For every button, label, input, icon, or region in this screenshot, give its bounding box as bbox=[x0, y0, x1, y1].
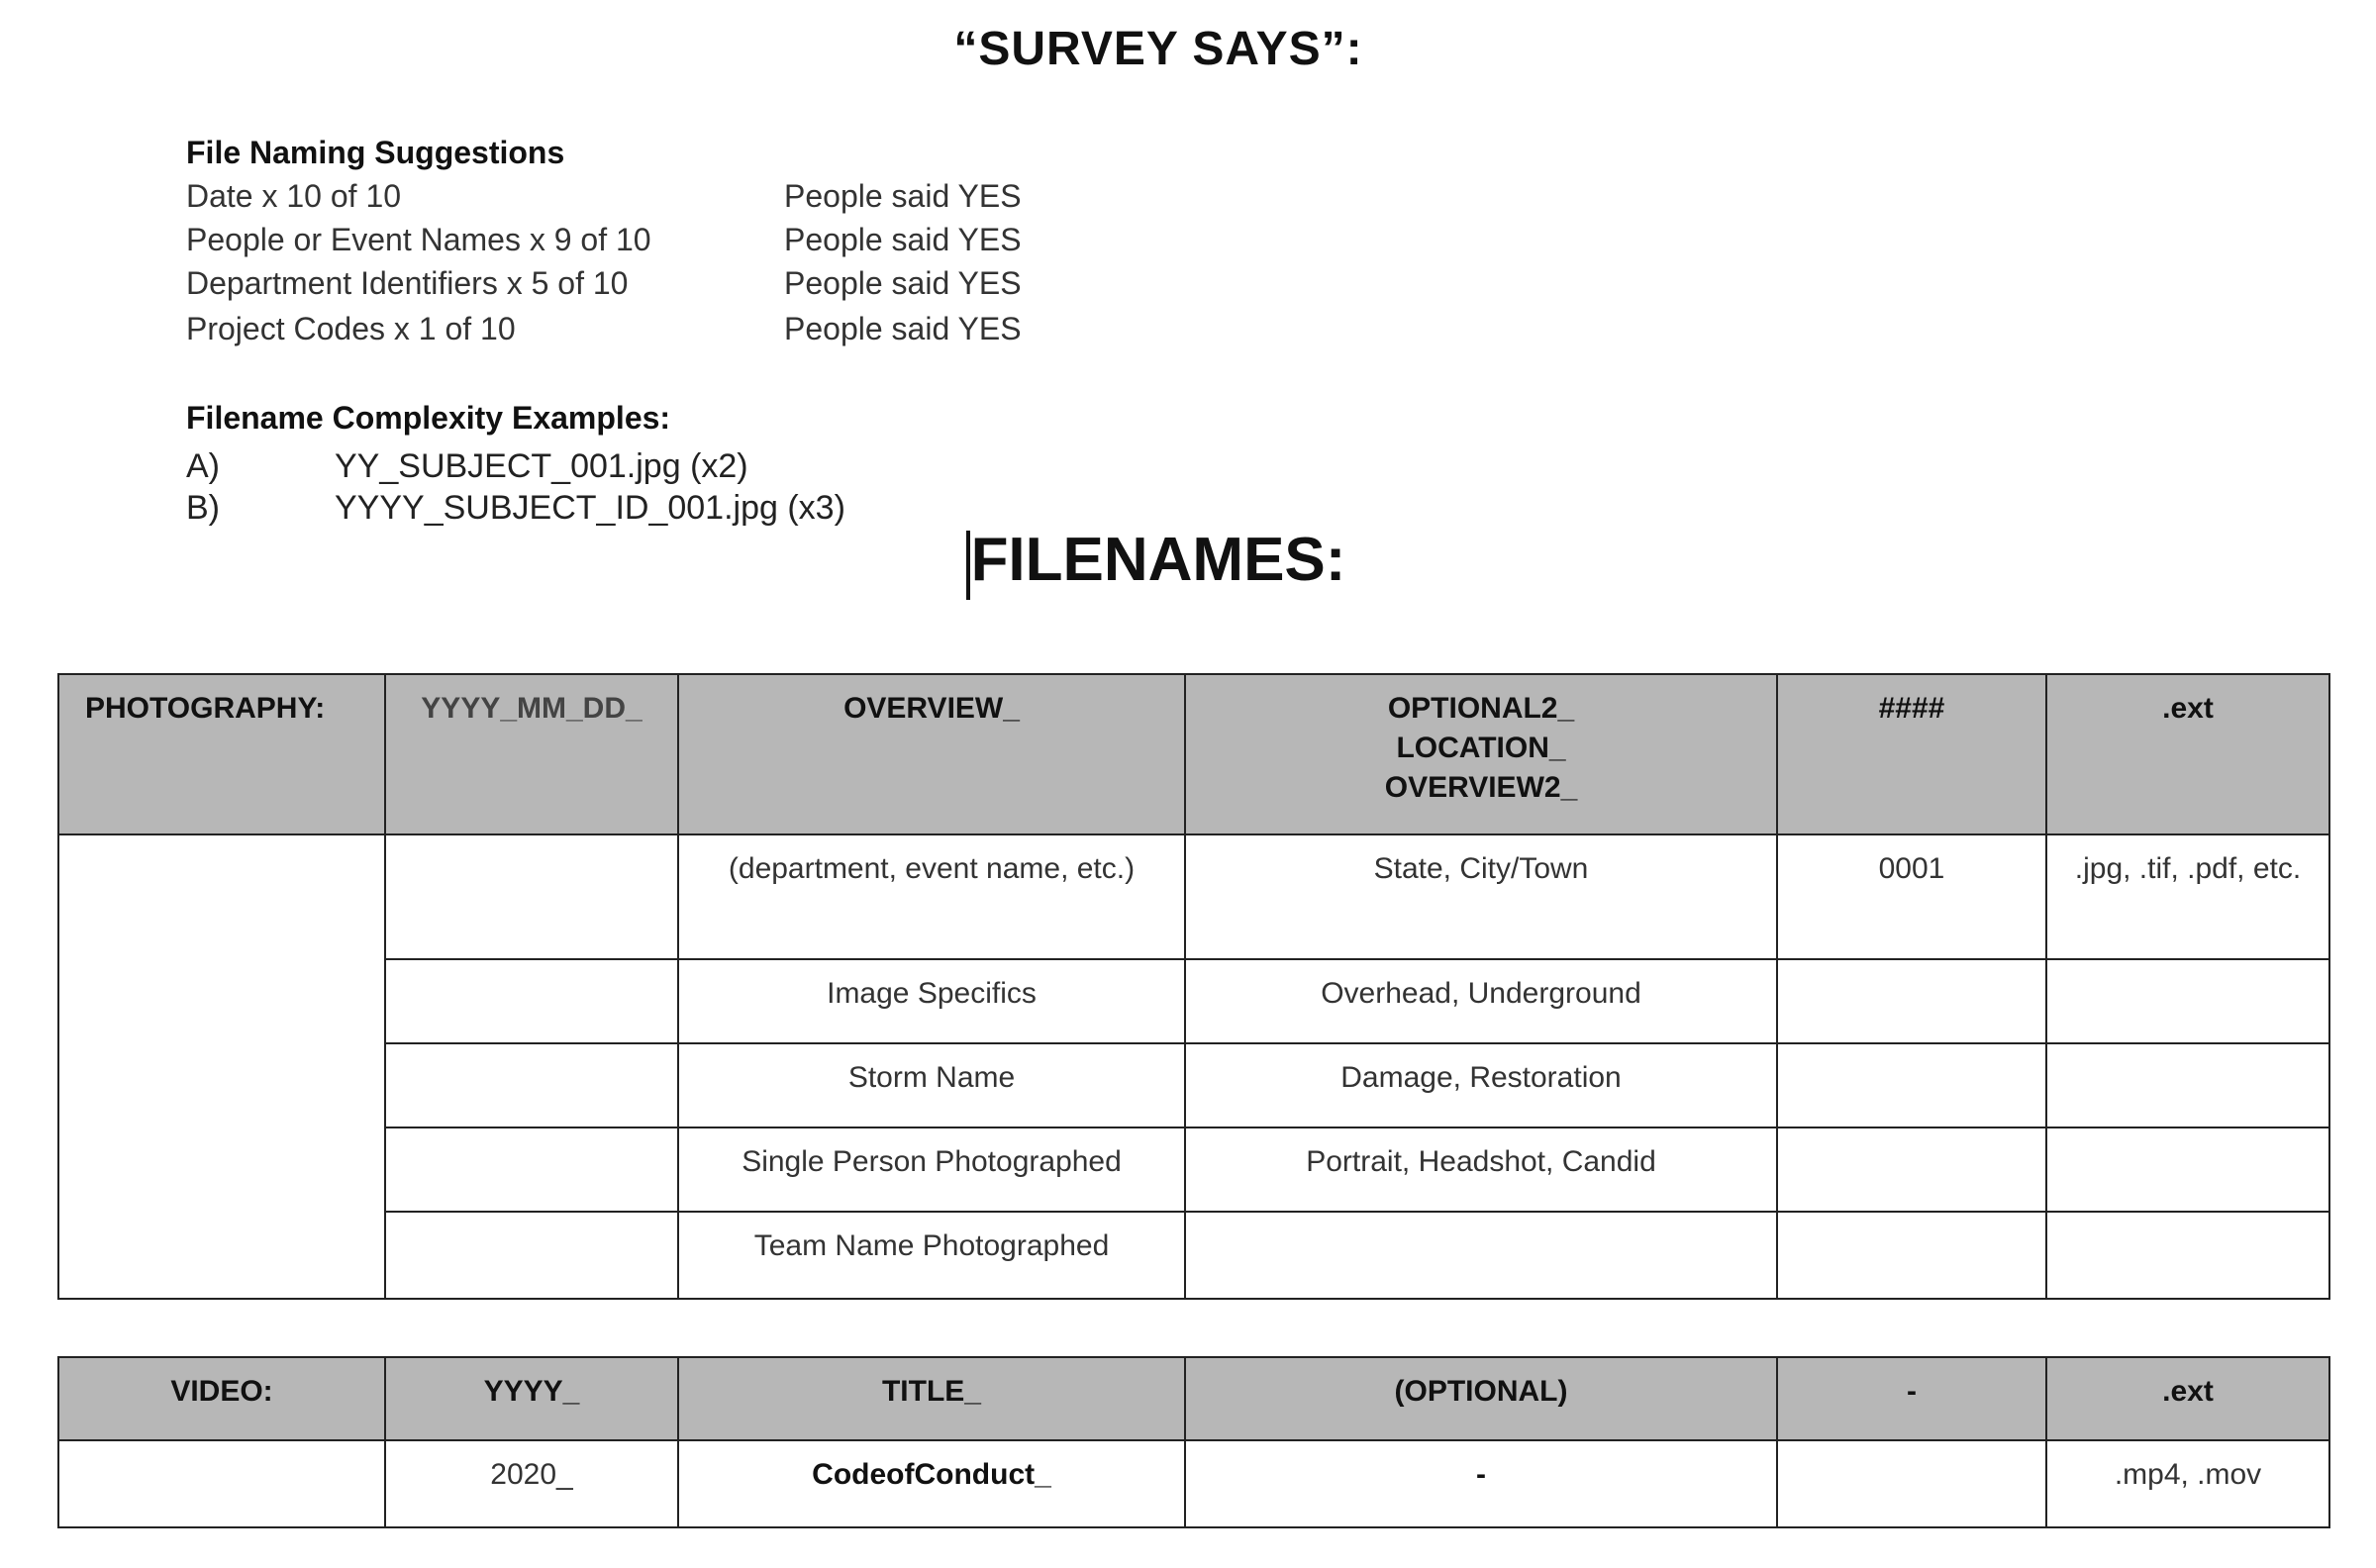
table-header-row bbox=[58, 1357, 2329, 1440]
table-cell: 2020_ bbox=[385, 1440, 678, 1527]
table-cell bbox=[2046, 1043, 2329, 1127]
table-cell bbox=[385, 1212, 678, 1299]
table-cell: Team Name Photographed bbox=[678, 1212, 1185, 1299]
header-cell-ext: .ext bbox=[2046, 1357, 2329, 1440]
suggestion-item: People or Event Names x 9 of 10 bbox=[186, 222, 651, 257]
table-cell bbox=[385, 1043, 678, 1127]
table-cell: Single Person Photographed bbox=[678, 1127, 1185, 1212]
table-cell: .mp4, .mov bbox=[2046, 1440, 2329, 1527]
table-cell: CodeofConduct_ bbox=[678, 1440, 1185, 1527]
header-cell-dash: - bbox=[1777, 1357, 2046, 1440]
header-cell-date: YYYY_MM_DD_ bbox=[385, 674, 678, 834]
header-cell-year: YYYY_ bbox=[385, 1357, 678, 1440]
header-cell-ext: .ext bbox=[2046, 674, 2329, 834]
table-row bbox=[58, 959, 2329, 1043]
suggestion-response: People said YES bbox=[784, 311, 1022, 346]
table-cell bbox=[385, 834, 678, 959]
example-filename: YY_SUBJECT_001.jpg (x2) bbox=[335, 447, 748, 485]
table-cell: 0001 bbox=[1777, 834, 2046, 959]
table-cell: Storm Name bbox=[678, 1043, 1185, 1127]
header-cell-photography: PHOTOGRAPHY: bbox=[58, 674, 385, 834]
suggestion-response: People said YES bbox=[784, 265, 1022, 301]
table-cell bbox=[1777, 1043, 2046, 1127]
table-cell bbox=[58, 1440, 385, 1527]
example-letter: A) bbox=[186, 447, 220, 485]
header-cell-title: TITLE_ bbox=[678, 1357, 1185, 1440]
suggestion-item: Department Identifiers x 5 of 10 bbox=[186, 265, 629, 301]
table-cell bbox=[2046, 1127, 2329, 1212]
table-cell: - bbox=[1185, 1440, 1777, 1527]
table-cell bbox=[1185, 1212, 1777, 1299]
table-cell bbox=[1777, 959, 2046, 1043]
header-cell-overview: OVERVIEW_ bbox=[678, 674, 1185, 834]
filenames-heading: FILENAMES: bbox=[970, 526, 1346, 594]
table-cell: (department, event name, etc.) bbox=[678, 834, 1185, 959]
table-cell: State, City/Town bbox=[1185, 834, 1777, 959]
video-table bbox=[57, 1356, 2330, 1528]
suggestion-response: People said YES bbox=[784, 178, 1022, 214]
header-cell-number: #### bbox=[1777, 674, 2046, 834]
suggestion-item: Date x 10 of 10 bbox=[186, 178, 402, 214]
suggestion-response: People said YES bbox=[784, 222, 1022, 257]
example-filename: YYYY_SUBJECT_ID_001.jpg (x3) bbox=[335, 489, 845, 527]
table-row bbox=[58, 1127, 2329, 1212]
table-cell: Overhead, Underground bbox=[1185, 959, 1777, 1043]
table-cell bbox=[385, 959, 678, 1043]
table-row bbox=[58, 1043, 2329, 1127]
page-title: “SURVEY SAYS”: bbox=[953, 23, 1363, 75]
header-cell-optional: OPTIONAL2_ LOCATION_ OVERVIEW2_ bbox=[1185, 674, 1777, 834]
table-cell: Damage, Restoration bbox=[1185, 1043, 1777, 1127]
table-cell bbox=[1777, 1127, 2046, 1212]
suggestions-heading: File Naming Suggestions bbox=[186, 135, 565, 170]
table-row bbox=[58, 834, 2329, 959]
table-cell bbox=[2046, 959, 2329, 1043]
table-cell bbox=[2046, 1212, 2329, 1299]
table-cell bbox=[1777, 1440, 2046, 1527]
table-cell bbox=[58, 834, 385, 1299]
table-row bbox=[58, 1212, 2329, 1299]
examples-heading: Filename Complexity Examples: bbox=[186, 400, 671, 436]
suggestion-item: Project Codes x 1 of 10 bbox=[186, 311, 516, 346]
table-cell bbox=[385, 1127, 678, 1212]
table-cell bbox=[1777, 1212, 2046, 1299]
photography-table bbox=[57, 673, 2330, 1300]
table-cell: Portrait, Headshot, Candid bbox=[1185, 1127, 1777, 1212]
header-cell-video: VIDEO: bbox=[58, 1357, 385, 1440]
table-cell: .jpg, .tif, .pdf, etc. bbox=[2046, 834, 2329, 959]
table-header-row bbox=[58, 674, 2329, 834]
table-row bbox=[58, 1440, 2329, 1527]
example-letter: B) bbox=[186, 489, 220, 527]
header-cell-optional: (OPTIONAL) bbox=[1185, 1357, 1777, 1440]
table-cell: Image Specifics bbox=[678, 959, 1185, 1043]
